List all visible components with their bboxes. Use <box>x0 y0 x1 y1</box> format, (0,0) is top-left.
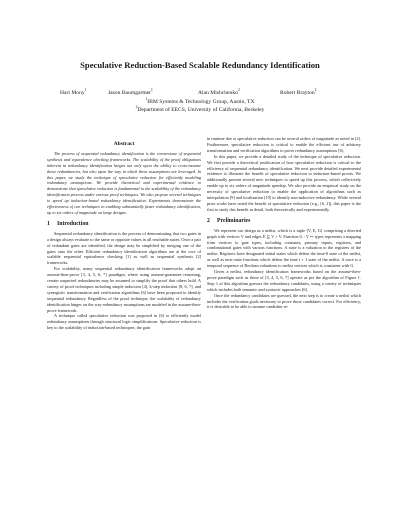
author-name: Jason Baumgartner <box>108 89 152 96</box>
section-heading-preliminaries <box>207 219 361 225</box>
abstract-heading: Abstract <box>113 141 135 147</box>
intro-continued-paragraph: in runtime due to speculative reduction can be several orders of magnitude as noted in [2]. Furthermore, speculative reduction is critical to enable the efficient use of arbitrary transformation and verification algorithms to prove redundancy assumptions [6]. <box>207 136 361 153</box>
affiliation-text: Department of EECS, University of California, Berkeley <box>137 106 265 113</box>
section-number: 1 <box>47 220 50 227</box>
section-title: Introduction <box>57 220 89 227</box>
prelim-paragraph-2: Given a netlist, redundancy identification frameworks based on the assume-then-prove paradigm such as those of [3, 4, 5, 6, 7] operate as per the algorithm of Figure 1. Step 1 of this algorithm guesses the redundancy candidates, using a variety of techniques which includes both semantic and syntactic approaches [6]. <box>207 269 361 292</box>
prelim-paragraph-3: Once the redundancy candidates are guessed, the next step is to create a netlist which includes the verification goals necessary to prove those candidates correct. For efficiency, it is desirable to be able to assume candidate re- <box>207 292 361 310</box>
affiliation-2 <box>0 105 400 113</box>
author-name: Hari Mony <box>60 89 85 96</box>
abstract-text: The process of sequential redundancy identification is the cornerstone of sequential synthesis and equivalence checking frameworks. The scalability of the proof obligations inherent in redundancy identification hinges not only upon the ability to cross-assume those redundancies, but also upon the way in which these assumptions are leveraged. In this paper, we study the technique of speculative reduction for efficiently modeling redundancy assumptions. We provide theoretical and experimental evidence to demonstrate that speculative reduction is fundamental to the scalability of the redundancy identification process under various proof techniques. We also propose several techniques to speed up induction-based redundancy identification. Experiments demonstrate the effectiveness of our techniques in enabling substantially faster redundancy identification, up to six orders of magnitude on large designs. <box>47 150 201 215</box>
paper-title: Speculative Reduction-Based Scalable Redundancy Identification <box>80 60 320 70</box>
intro-paragraph-3: A technique called speculative reduction was proposed in [6] to efficiently model redundancy assumptions through structural logic simplifications. Speculative reduction is key to the scalability of induction-based techniques; the gain <box>47 313 201 331</box>
affiliation-sup: 2 <box>135 105 138 109</box>
author-sup: 1 <box>151 88 153 92</box>
left-column <box>47 138 201 473</box>
affiliation-sup: 1 <box>145 97 148 101</box>
prelim-paragraph-1: We represent our design as a netlist, which is a tuple ⟨V, E, G⟩ comprising a directed graph with vertices V and edges E ⊆ V × V. Function G : V ↦ types represents a mapping from vertices to gate types, including constants, primary inputs, registers, and combinational gates with various functions. A state is a valuation to the registers of the netlist. Registers have designated initial states which define the time-0 state of the netlist, as well as next-state functions which define the time i + 1 state of the netlist. A trace is a temporal sequence of Boolean valuations to netlist vertices which is consistent with G. <box>207 227 361 269</box>
author-name: Alan Mishchenko <box>198 89 238 96</box>
affiliation-text: IBM Systems & Technology Group, Austin, TX <box>147 98 255 105</box>
intro-paragraph-1: Sequential redundancy identification is the process of demonstrating that two gates in a design always evaluate to the same or opposite values in all reachable states. Once a pair of redundant gates are identified, the design may be simplified by merging one of the gates onto the other. Efficient redundancy identification algorithms are at the core of scalable sequential equivalence checking [1] as well as sequential synthesis [2] frameworks. <box>47 230 201 266</box>
author-1 <box>60 88 87 96</box>
author-sup: 2 <box>314 88 317 92</box>
author-name: Robert Brayton <box>280 89 315 96</box>
right-column <box>207 136 361 471</box>
intro-paragraph-4: In this paper, we provide a detailed study of the technique of speculative reduction. We first provide a theoretical justification of how speculative reduction is critical to the efficiency of sequential redundancy identification. We next provide detailed experimental evidence to illustrate the benefit of speculative reduction to induction-based proofs. We additionally present several new techniques to speed up this process, which collectively enable up to six orders of magnitude speedup. We also provide an empirical study on the necessity of speculative reduction to enable the application of algorithms such as interpolation [9] and localization [10] to identify non-inductive redundancy. While several prior works have noted the benefit of speculative reduction (e.g., [6, 2]), this paper is the first to study this benefit in detail, both theoretically and experimentally. <box>207 153 361 212</box>
author-sup: 2 <box>237 88 240 92</box>
section-heading-introduction <box>47 222 201 228</box>
affiliation-1 <box>0 97 400 105</box>
section-title: Preliminaries <box>217 217 251 224</box>
section-number: 2 <box>207 217 210 224</box>
abstract <box>47 151 201 216</box>
author-3 <box>198 88 240 96</box>
author-sup: 1 <box>84 88 87 92</box>
author-2 <box>108 88 153 96</box>
intro-paragraph-2: For scalability, many sequential redundancy identification frameworks adopt an assume-then-prove [3, 4, 5, 6, 7] paradigm, where using assume-guarantee reasoning, certain suspected redundancies may be assumed to simplify the proof that others hold. A variety of proof techniques including simple induction [4], k-step induction [8, 6, 7], and synergistic transformation and verification algorithms [6] have been proposed to identify sequential redundancy. Regardless of the proof technique, the scalability of redundancy identification hinges on the way redundancy assumptions are modeled in the assume-then-prove framework. <box>47 266 201 313</box>
author-4 <box>280 88 316 96</box>
